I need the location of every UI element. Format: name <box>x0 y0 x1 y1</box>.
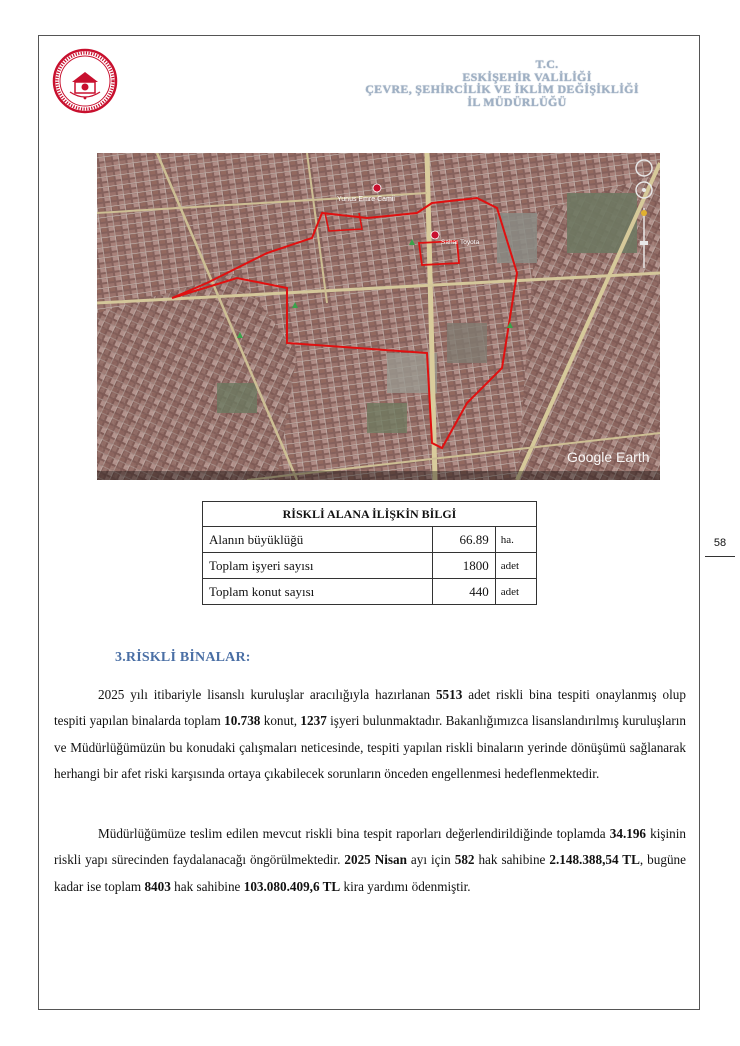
row-unit: adet <box>495 553 536 579</box>
row-value: 1800 <box>433 553 495 579</box>
bold-value: 103.080.409,6 TL <box>243 878 341 894</box>
row-value: 440 <box>433 579 495 605</box>
page-number: 58 <box>713 537 727 549</box>
text-run: ayı için <box>406 852 455 868</box>
paragraph-rent-assistance <box>54 821 686 900</box>
bold-value: 582 <box>454 852 475 868</box>
text-run: , bugüne kadar ise toplam <box>54 852 686 894</box>
table-row <box>203 553 537 579</box>
text-run: hak sahibine <box>474 852 550 868</box>
page-number-rule <box>705 556 735 557</box>
table-row <box>203 527 537 553</box>
row-label: Alanın büyüklüğü <box>203 527 433 553</box>
section-title: 3.RİSKLİ BİNALAR: <box>115 650 251 665</box>
text-run: kişinin riskli yapı sürecinden faydalanacağı öngörülmektedir. <box>54 826 686 868</box>
text-run: 2025 yılı itibariyle lisanslı kuruluşlar aracılığıyla hazırlanan <box>98 687 436 702</box>
map-label-dealer: Sahar Toyota <box>441 239 480 246</box>
table-row <box>203 579 537 605</box>
bold-value: 5513 <box>435 687 463 702</box>
text-run: hak sahibine <box>170 878 244 894</box>
header-line-1: T.C. <box>535 57 559 71</box>
paragraph-risky-buildings <box>54 682 686 788</box>
table-title: RİSKLİ ALANA İLİŞKİN BİLGİ <box>203 502 537 527</box>
header-line-2: ESKİŞEHİR VALİLİĞİ <box>462 69 592 84</box>
map-label-mosque: Yunus Emre Camii <box>337 196 395 203</box>
text-run: Müdürlüğümüze teslim edilen mevcut riskli bina tespit raporları değerlendirildiğinde toplamda <box>98 826 610 841</box>
bold-value: 8403 <box>144 878 171 894</box>
bold-value: 1237 <box>300 713 327 729</box>
text-run: işyeri bulunmaktadır. Bakanlığımızca lisanslandırılmış kuruluşların ve Müdürlüğümüzün bu konudaki çalışmaları neticesinde, tespiti yapılan riskli binaların yerinde dönüşümü sağlanarak herhangi bir afet riski karşısında ortaya çıkabilecek sorunların önceden engellenmesi hedeflenmektedir. <box>54 713 686 782</box>
row-label: Toplam konut sayısı <box>203 579 433 605</box>
row-unit: adet <box>495 579 536 605</box>
row-label: Toplam işyeri sayısı <box>203 553 433 579</box>
map-watermark: Google Earth <box>567 449 650 465</box>
header-line-3: ÇEVRE, ŞEHİRCİLİK VE İKLİM DEĞİŞİKLİĞİ <box>365 82 639 96</box>
bold-value: 10.738 <box>224 713 261 729</box>
text-run: kira yardımı ödenmiştir. <box>340 878 471 894</box>
satellite-map-image <box>97 153 660 480</box>
risk-area-info-table <box>202 501 537 605</box>
bold-value: 2.148.388,54 TL <box>549 852 640 868</box>
bold-value: 34.196 <box>609 826 647 841</box>
text-run: adet riskli bina tespiti onaylanmış olup tespiti yapılan binalarda toplam <box>54 687 686 729</box>
row-value: 66.89 <box>433 527 495 553</box>
ministry-seal-icon <box>52 48 118 114</box>
text-run: konut, <box>260 713 301 729</box>
institution-header <box>322 58 682 108</box>
bold-value: 2025 Nisan <box>344 852 407 868</box>
header-line-4: İL MÜDÜRLÜĞÜ <box>467 94 567 109</box>
table-header-row <box>203 502 537 527</box>
row-unit: ha. <box>495 527 536 553</box>
